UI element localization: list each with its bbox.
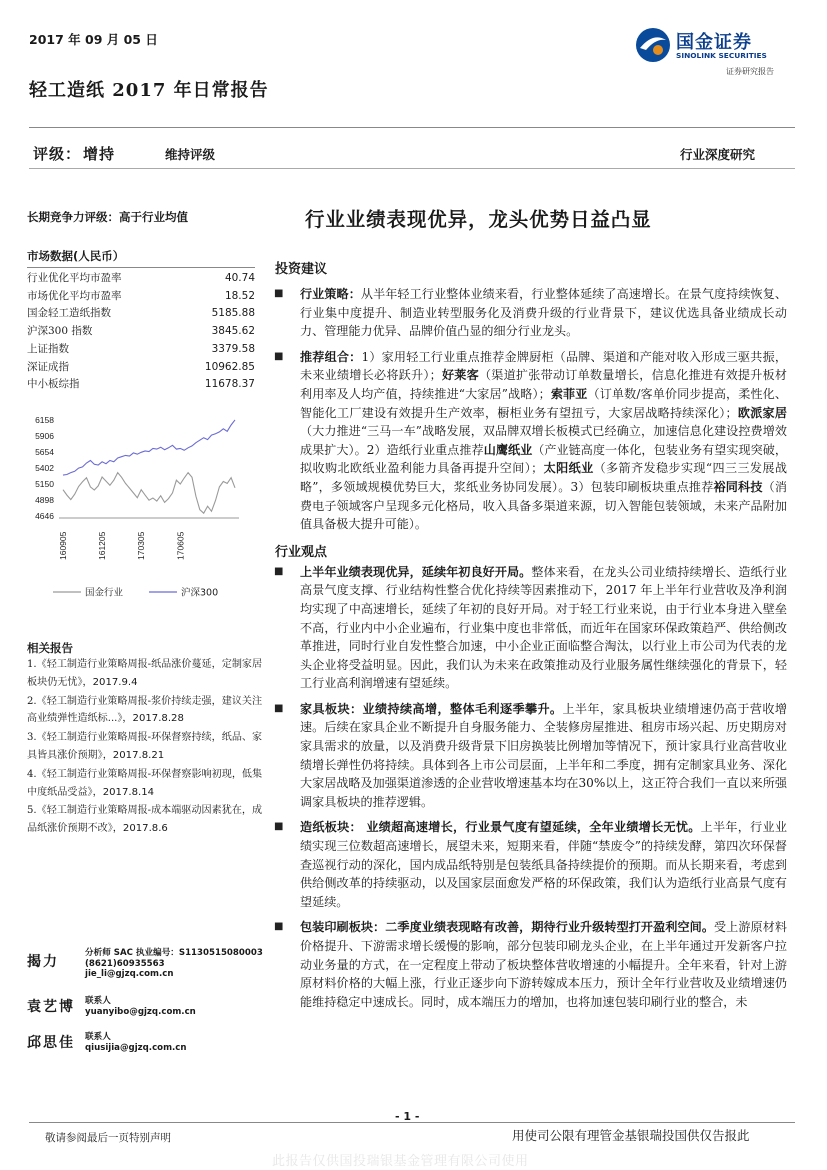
related-report-date: 2017.8.6 <box>122 823 168 835</box>
report-series-title: 轻工造纸 2017 年日常报告 <box>29 80 269 101</box>
analyst-name: 袁艺博 <box>27 999 75 1015</box>
bullet-portfolio <box>272 348 787 534</box>
bullet-industry-strategy <box>272 285 787 341</box>
market-data-value: 10962.85 <box>204 360 255 373</box>
watermark: 此报告仅供国投瑞银基金管理有限公司使用 <box>272 1154 529 1169</box>
y-tick-label: 5402 <box>35 463 54 473</box>
logo-icon <box>634 26 672 64</box>
market-data-value: 18.52 <box>224 289 255 302</box>
logo-cn: 国金证券 <box>676 32 752 53</box>
market-data-label: 国金轻工造纸指数 <box>27 307 111 320</box>
y-tick-label: 5150 <box>35 479 54 489</box>
related-report-text: 4.《轻工制造行业策略周报-环保督察影响初现，低集中度纸品受益》， <box>27 768 263 798</box>
analyst-details <box>85 948 263 980</box>
bullet-title: 包装印刷板块：二季度业绩表现略有改善，期待行业升级转型打开盈利空间。 <box>300 920 714 935</box>
company-name: 太阳纸业 <box>543 461 594 476</box>
related-report-text: 3.《轻工制造行业策略周报-环保督察持续，纸品、家具皆具涨价预期》， <box>27 732 263 761</box>
analyst-role: 联系人 <box>85 1032 111 1042</box>
analyst-email[interactable]: jie_li@gjzq.com.cn <box>85 969 174 979</box>
company-name: 欧派家居 <box>737 405 787 420</box>
related-report-date: 2017.8.14 <box>102 786 155 798</box>
bullet-title: 上半年业绩表现优异，延续年初良好开局。 <box>300 564 532 579</box>
bullet-body: （产业链高度一体化，包装业务有望实现突破，拟收购北欧纸业盈利能力具备再提升空间）； <box>300 442 787 476</box>
related-report-item[interactable] <box>27 766 263 802</box>
bullet-title: 行业策略： <box>300 287 361 301</box>
bullet-title: 家具板块：业绩持续高增，整体毛利逐季攀升。 <box>300 701 563 716</box>
x-tick-label: 170605 <box>175 531 186 560</box>
logo-en: SINOLINK SECURITIES <box>676 51 767 60</box>
bullet-body: 上半年，行业业绩实现三位数超高速增长，展望未来，短期来看，伴随“禁废令”的持续发酵，第四次环保督查巡视行动的深化，国内成品纸特别是包装纸具备持续提价的预期。而从长期来看，考虑到供给侧改革的持续驱动，以及国家层面愈发严格的环保政策，我们认为造纸行业高景气度有望延续。 <box>300 820 787 909</box>
bullet-body: （订单数/客单价同步提高，柔性化、智能化工厂建设有效提升生产效率，橱柜业务有望扭亏，大家居战略持续深化）； <box>300 386 787 420</box>
bullet-title: 推荐组合： <box>300 349 362 364</box>
analyst-email[interactable]: qiusijia@gjzq.com.cn <box>85 1042 187 1053</box>
x-tick-label: 160905 <box>58 531 68 560</box>
market-data-label: 中小板综指 <box>27 378 80 391</box>
bullet-half-year <box>272 563 787 693</box>
bullet-body: （多箭齐发稳步实现“四三三发展战略”，多领域规模优势巨大，浆纸业务协同发展）。3）包装印刷板块重点推荐 <box>300 461 787 494</box>
bullet-body: 从半年轻工行业整体业绩来看，行业整体延续了高速增长。在景气度持续恢复、行业集中度提升、制造业转型服务化及消费升级的行业背景下，建议优选具备业绩成长动力、管理能力优异、品牌价值凸显的细分行业龙头。 <box>300 287 787 339</box>
related-reports-title: 相关报告 <box>27 641 73 655</box>
rating-value: 增持 <box>83 145 116 163</box>
market-data-row <box>27 288 255 306</box>
market-data-value: 3379.58 <box>211 342 255 355</box>
market-data-value: 11678.37 <box>204 378 255 391</box>
bullet-body: （消费电子领域客户呈现多元化格局，收入具备多渠道来源，切入智能包装领域，未来产品附加值具备极大提升可能）。 <box>300 479 787 532</box>
related-report-item[interactable] <box>27 729 263 765</box>
bullet-body: 1）家用轻工行业重点推荐金牌厨柜（品牌、渠道和产能对收入形成三驱共振，未来业绩增长必将跃升）； <box>300 349 787 383</box>
analyst-phone: (8621)60935563 <box>85 958 165 969</box>
page-number: - 1 - <box>395 1110 420 1123</box>
related-report-text: 1.《轻工制造行业策略周报-纸品涨价蔓延，定制家居板块仍无忧》， <box>27 659 263 688</box>
bullet-paper <box>272 818 787 911</box>
related-report-text: 2.《轻工制造行业策略周报-浆价持续走强，建议关注高业绩弹性造纸标...》， <box>27 695 263 725</box>
bullet-body: 受上游原材料价格提升、下游需求增长缓慢的影响，部分包装印刷龙头企业，在上半年通过开发新客户拉动业务量的方式，在一定程度上带动了板块整体营收增速的小幅提升。全年来看，针对上游原材料价格的大幅上涨，行业正逐步向下游转嫁成本压力，预计全年行业营收及业绩增速仍能维持稳定中速成长。同时，成本端压力的增加，也将加速包装印刷行业的整合，未 <box>300 920 787 1009</box>
series-line-hs300 <box>63 420 235 475</box>
y-tick-label: 4646 <box>35 511 54 521</box>
market-data-block <box>27 248 255 394</box>
market-data-value: 40.74 <box>224 272 255 284</box>
y-tick-label: 5906 <box>35 431 54 441</box>
market-data-label: 市场优化平均市盈率 <box>27 289 122 302</box>
bullet-body: （大力推进“三马一车”战略发展，双品牌双增长板模式已经确立，加速信息化建设控费增效成果扩大）。2）造纸行业重点推荐 <box>300 424 787 457</box>
related-report-date: 2017.8.21 <box>112 749 165 761</box>
long-term-rating: 长期竞争力评级：高于行业均值 <box>27 210 188 224</box>
rating-label <box>33 143 115 164</box>
analyst-name: 揭力 <box>27 954 59 970</box>
analyst-details <box>85 1032 187 1053</box>
rating-label-text: 评级： <box>33 145 82 163</box>
company-name: 好莱客 <box>441 368 479 383</box>
y-tick-label: 6158 <box>35 415 54 425</box>
market-data-row <box>27 305 255 323</box>
related-report-date: 2017.9.4 <box>92 676 138 688</box>
analyst-email[interactable]: yuanyibo@gjzq.com.cn <box>85 1006 196 1017</box>
headline: 行业业绩表现优异，龙头优势日益凸显 <box>305 208 652 231</box>
analyst-role: 联系人 <box>85 996 111 1006</box>
header-rule <box>29 127 795 128</box>
analyst-details <box>85 996 196 1017</box>
report-date: 2017 年 09 月 05 日 <box>29 32 158 47</box>
company-logo <box>634 22 794 82</box>
related-report-item[interactable] <box>27 693 263 729</box>
series-line-industry <box>63 473 235 514</box>
market-data-label: 沪深300 指数 <box>27 325 93 338</box>
section-industry-view: 行业观点 <box>275 544 328 560</box>
bullet-packaging <box>272 918 787 1011</box>
legend-label: 沪深300 <box>181 587 219 599</box>
report-type: 行业深度研究 <box>680 147 756 162</box>
bullet-body: 整体来看，在龙头公司业绩持续增长、造纸行业高景气度支撑、行业结构性整合优化持续等因素推动下，2017 年上半年行业营收及净利润均实现了中高速增长，延续了年初的良好开局。对于轻工行业来说，由于行业本身进入壁垒不高，行业内中小企业遍布，行业集中度也非常低，而近年在国家环保政策趋严、供给侧改革推进，同时行业自发性整合加速，中小企业正面临整合淘汰，以行业上市公司为代表的龙头企业将受益明显。因此，我们认为未来在政策推动及行业服务属性继续强化的背景下，轻工行业高利润增速有望延续。 <box>300 564 787 691</box>
bullet-title: 造纸板块： 业绩超高速增长，行业景气度有望延续，全年业绩增长无忧。 <box>300 820 701 835</box>
related-report-item[interactable] <box>27 656 263 692</box>
market-data-label: 行业优化平均市盈率 <box>27 272 122 284</box>
market-data-row <box>27 323 255 341</box>
index-chart-svg <box>27 410 255 610</box>
market-data-row <box>27 376 255 394</box>
bullet-body: （渠道扩张带动订单数量增长，信息化推进有效提升板材利用率及人均产值，持续推进“大家居”战略）； <box>300 368 787 401</box>
rating-action: 维持评级 <box>165 147 216 162</box>
related-report-text: 5.《轻工制造行业策略周报-成本端驱动因素犹在，成品纸涨价预期不改》， <box>27 805 263 835</box>
index-chart <box>27 410 255 610</box>
company-name: 裕同科技 <box>713 479 763 494</box>
bullet-furniture <box>272 700 787 812</box>
rating-rule <box>29 168 795 169</box>
bullet-body: 上半年，家具板块业绩增速仍高于营收增速。后续在家具企业不断提升自身服务能力、全装修房屋推进、租房市场兴起、历史期房对家具需求的放量，以及消费升级背景下旧房换装比例增加等情况下，预计家具行业高营收业绩增长弹性仍将持续。具体到各上市公司层面，上半年和二季度，拥有定制家具业务、深化大家居战略及加强渠道渗透的企业营收增速基本均在30%以上，这正符合我们一直以来所强调家具板块的推荐逻辑。 <box>300 701 787 809</box>
market-data-row <box>27 341 255 359</box>
y-tick-label: 4898 <box>35 495 54 505</box>
footer-right-text: 用使司公限有理管金基银瑞投国供仅告报此 <box>512 1128 750 1143</box>
y-tick-label: 5654 <box>35 447 54 457</box>
related-reports-list <box>27 656 263 839</box>
related-report-item[interactable] <box>27 802 263 838</box>
related-report-date: 2017.8.28 <box>132 713 184 725</box>
company-name: 索菲亚 <box>550 386 588 401</box>
x-tick-label: 161205 <box>97 531 108 560</box>
market-data-value: 3845.62 <box>211 325 255 338</box>
section-investment-advice: 投资建议 <box>275 262 328 277</box>
analyst-name: 邱思佳 <box>27 1035 75 1051</box>
market-data-row <box>27 270 255 288</box>
market-data-label: 上证指数 <box>27 342 69 355</box>
market-data-title: 市场数据(人民币） <box>27 248 255 268</box>
legend-label: 国金行业 <box>85 587 124 599</box>
analyst-role: 分析师 SAC 执业编号：S1130515080003 <box>85 948 263 958</box>
footer-disclaimer: 敬请参阅最后一页特别声明 <box>45 1132 171 1144</box>
logo-sub: 证券研究报告 <box>726 67 774 76</box>
footer-rule <box>29 1122 795 1123</box>
market-data-table <box>27 270 255 394</box>
market-data-value: 5185.88 <box>211 307 255 320</box>
market-data-row <box>27 359 255 377</box>
main-body <box>272 285 787 1018</box>
x-tick-label: 170305 <box>136 531 147 560</box>
market-data-label: 深证成指 <box>27 360 69 373</box>
company-name: 山鹰纸业 <box>483 442 533 457</box>
